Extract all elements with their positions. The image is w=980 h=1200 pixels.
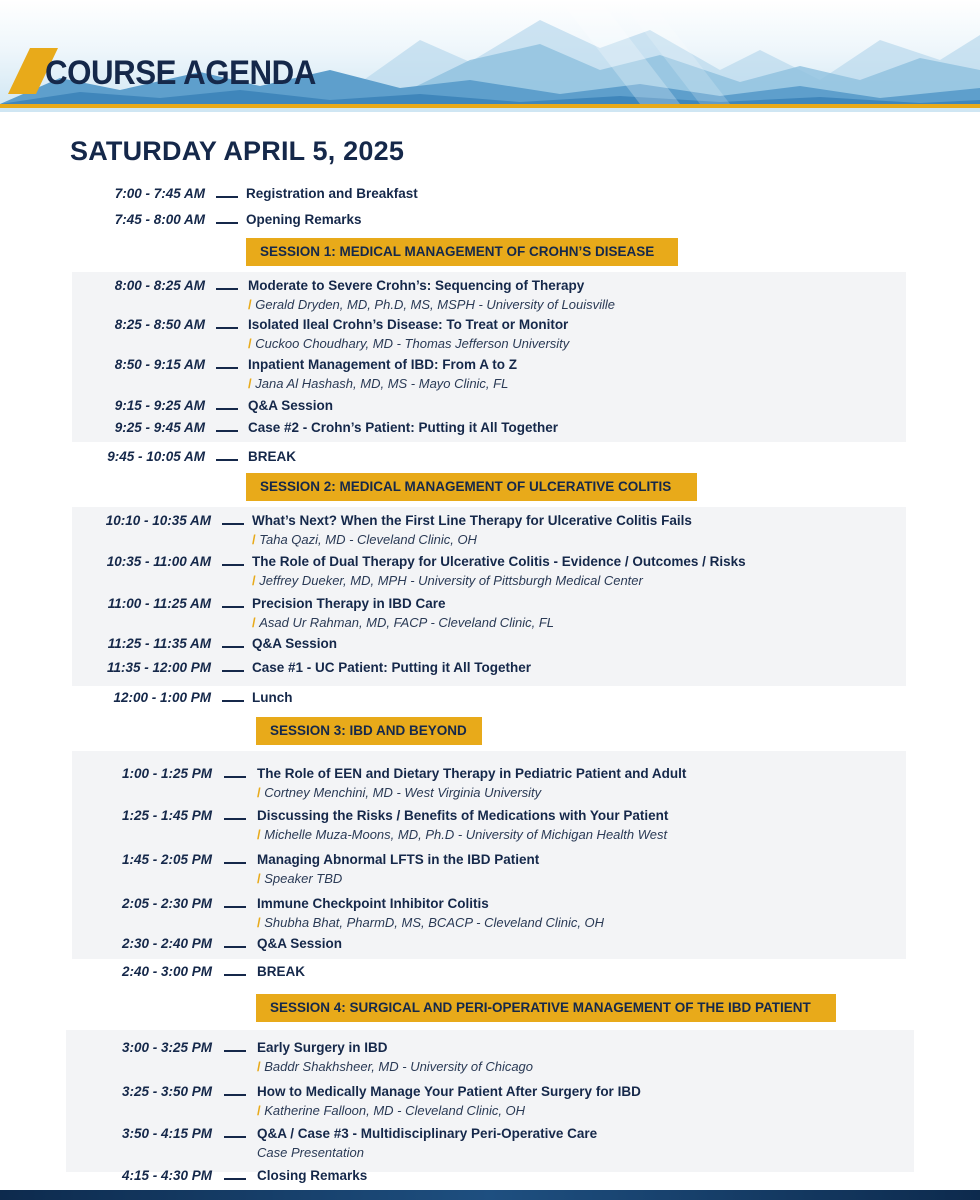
item-speaker [252, 573, 643, 588]
time-separator [216, 459, 238, 461]
item-title: Opening Remarks [246, 212, 362, 227]
item-time: 4:15 - 4:30 PM [121, 1168, 212, 1183]
time-separator [224, 1136, 246, 1138]
speaker-slash-icon: / [257, 871, 265, 886]
item-title: Lunch [252, 690, 293, 705]
agenda-item [0, 1168, 980, 1188]
banner-gold-rule [0, 104, 980, 108]
agenda-item [0, 1040, 980, 1074]
speaker-name: Jana Al Hashash, MD, MS - Mayo Clinic, FL [255, 376, 509, 391]
session-header: SESSION 4: SURGICAL AND PERI-OPERATIVE MANAGEMENT OF THE IBD PATIENT [256, 994, 836, 1022]
item-title: Case #2 - Crohn’s Patient: Putting it All Together [248, 420, 559, 435]
item-title: BREAK [257, 964, 306, 979]
item-time: 9:45 - 10:05 AM [107, 449, 205, 464]
item-speaker [248, 376, 508, 391]
speaker-slash-icon: / [252, 615, 260, 630]
speaker-name: Baddr Shakhsheer, MD - University of Chicago [264, 1059, 534, 1074]
item-speaker [257, 915, 604, 930]
item-time: 10:10 - 10:35 AM [105, 513, 211, 528]
time-separator [216, 367, 238, 369]
header-banner [0, 0, 980, 112]
agenda-item [0, 896, 980, 930]
item-time: 2:30 - 2:40 PM [121, 936, 212, 951]
item-title: Case #1 - UC Patient: Putting it All Together [252, 660, 532, 675]
speaker-name: Shubha Bhat, PharmD, MS, BCACP - Cleveland Clinic, OH [264, 915, 605, 930]
item-title: Isolated Ileal Crohn’s Disease: To Treat or Monitor [248, 317, 569, 332]
item-time: 8:00 - 8:25 AM [114, 278, 205, 293]
agenda-item [0, 212, 980, 232]
item-title: Inpatient Management of IBD: From A to Z [248, 357, 517, 372]
time-separator [224, 776, 246, 778]
item-speaker [252, 532, 477, 547]
speaker-name: Gerald Dryden, MD, Ph.D, MS, MSPH - University of Louisville [255, 297, 616, 312]
item-speaker [248, 297, 615, 312]
item-title: What’s Next? When the First Line Therapy for Ulcerative Colitis Fails [252, 513, 692, 528]
time-separator [222, 564, 244, 566]
time-separator [222, 670, 244, 672]
speaker-slash-icon: / [248, 376, 256, 391]
agenda-item [0, 852, 980, 886]
time-separator [224, 1178, 246, 1180]
speaker-slash-icon: / [252, 532, 260, 547]
item-time: 8:25 - 8:50 AM [114, 317, 205, 332]
time-separator [222, 606, 244, 608]
item-time: 2:05 - 2:30 PM [121, 896, 212, 911]
time-separator [222, 700, 244, 702]
item-time: 9:15 - 9:25 AM [114, 398, 205, 413]
agenda-item [0, 357, 980, 391]
item-time: 3:25 - 3:50 PM [121, 1084, 212, 1099]
time-separator [224, 818, 246, 820]
item-speaker [257, 1059, 533, 1074]
item-speaker [257, 785, 541, 800]
agenda-item [0, 690, 980, 710]
agenda-item [0, 278, 980, 312]
time-separator [224, 946, 246, 948]
item-title: Immune Checkpoint Inhibitor Colitis [257, 896, 489, 911]
time-separator [224, 1094, 246, 1096]
agenda-item [0, 1084, 980, 1118]
time-separator [224, 1050, 246, 1052]
item-time: 1:25 - 1:45 PM [121, 808, 212, 823]
speaker-slash-icon: / [248, 297, 256, 312]
item-subtitle: Case Presentation [257, 1145, 364, 1160]
agenda-item [0, 420, 980, 440]
item-title: The Role of EEN and Dietary Therapy in Pediatric Patient and Adult [257, 766, 687, 781]
speaker-name: Speaker TBD [264, 871, 343, 886]
agenda-item [0, 398, 980, 418]
agenda-date: SATURDAY APRIL 5, 2025 [70, 136, 405, 166]
item-title: Early Surgery in IBD [257, 1040, 388, 1055]
speaker-name: Jeffrey Dueker, MD, MPH - University of Pittsburgh Medical Center [259, 573, 643, 588]
item-time: 2:40 - 3:00 PM [121, 964, 212, 979]
item-time: 1:45 - 2:05 PM [121, 852, 212, 867]
item-speaker [257, 871, 342, 886]
agenda-item [0, 936, 980, 956]
speaker-slash-icon: / [248, 336, 256, 351]
speaker-slash-icon: / [257, 827, 265, 842]
time-separator [216, 196, 238, 198]
time-separator [216, 288, 238, 290]
agenda-item [0, 186, 980, 206]
agenda-item [0, 554, 980, 588]
item-title: Discussing the Risks / Benefits of Medications with Your Patient [257, 808, 669, 823]
speaker-name: Katherine Falloon, MD - Cleveland Clinic, OH [264, 1103, 526, 1118]
item-time: 1:00 - 1:25 PM [121, 766, 212, 781]
agenda-item [0, 964, 980, 984]
time-separator [216, 327, 238, 329]
speaker-name: Taha Qazi, MD - Cleveland Clinic, OH [259, 532, 477, 547]
time-separator [224, 906, 246, 908]
speaker-slash-icon: / [257, 785, 265, 800]
item-title: Registration and Breakfast [246, 186, 418, 201]
agenda-item [0, 766, 980, 800]
item-title: Moderate to Severe Crohn’s: Sequencing of Therapy [248, 278, 585, 293]
agenda-item [0, 513, 980, 547]
speaker-slash-icon: / [257, 915, 265, 930]
time-separator [222, 646, 244, 648]
time-separator [216, 222, 238, 224]
agenda-item [0, 317, 980, 351]
session-header: SESSION 2: MEDICAL MANAGEMENT OF ULCERATIVE COLITIS [246, 473, 697, 501]
item-time: 8:50 - 9:15 AM [114, 357, 205, 372]
item-time: 3:50 - 4:15 PM [121, 1126, 212, 1141]
agenda-item [0, 596, 980, 630]
item-time: 9:25 - 9:45 AM [114, 420, 205, 435]
item-time: 12:00 - 1:00 PM [113, 690, 211, 705]
speaker-slash-icon: / [252, 573, 260, 588]
session-header: SESSION 3: IBD AND BEYOND [256, 717, 482, 745]
item-title: The Role of Dual Therapy for Ulcerative Colitis - Evidence / Outcomes / Risks [252, 554, 746, 569]
agenda-item [0, 1126, 980, 1160]
agenda-item [0, 808, 980, 842]
item-speaker [248, 336, 569, 351]
item-speaker [257, 1103, 525, 1118]
footer-bar [0, 1190, 980, 1200]
speaker-name: Michelle Muza-Moons, MD, Ph.D - University of Michigan Health West [264, 827, 668, 842]
time-separator [224, 974, 246, 976]
agenda-item [0, 636, 980, 656]
item-title: Q&A / Case #3 - Multidisciplinary Peri-Operative Care [257, 1126, 598, 1141]
item-title: How to Medically Manage Your Patient After Surgery for IBD [257, 1084, 641, 1099]
item-title: Q&A Session [257, 936, 343, 951]
item-time: 7:00 - 7:45 AM [114, 186, 205, 201]
item-speaker [252, 615, 554, 630]
speaker-name: Cuckoo Choudhary, MD - Thomas Jefferson University [255, 336, 570, 351]
time-separator [216, 408, 238, 410]
speaker-name: Asad Ur Rahman, MD, FACP - Cleveland Clinic, FL [259, 615, 554, 630]
session-header: SESSION 1: MEDICAL MANAGEMENT OF CROHN’S DISEASE [246, 238, 678, 266]
agenda-item [0, 660, 980, 680]
item-speaker [257, 827, 667, 842]
item-time: 3:00 - 3:25 PM [121, 1040, 212, 1055]
time-separator [222, 523, 244, 525]
item-title: Precision Therapy in IBD Care [252, 596, 446, 611]
time-separator [216, 430, 238, 432]
page-title: COURSE AGENDA [45, 54, 316, 92]
speaker-slash-icon: / [257, 1059, 265, 1074]
item-time: 11:35 - 12:00 PM [106, 660, 211, 675]
item-title: Closing Remarks [257, 1168, 368, 1183]
item-time: 11:00 - 11:25 AM [107, 596, 211, 611]
speaker-name: Cortney Menchini, MD - West Virginia University [264, 785, 542, 800]
time-separator [224, 862, 246, 864]
item-title: Q&A Session [252, 636, 338, 651]
item-title: BREAK [248, 449, 297, 464]
agenda-item [0, 449, 980, 469]
item-time: 11:25 - 11:35 AM [107, 636, 211, 651]
item-time: 7:45 - 8:00 AM [114, 212, 205, 227]
item-title: Q&A Session [248, 398, 334, 413]
item-time: 10:35 - 11:00 AM [106, 554, 211, 569]
item-title: Managing Abnormal LFTS in the IBD Patient [257, 852, 540, 867]
speaker-slash-icon: / [257, 1103, 265, 1118]
